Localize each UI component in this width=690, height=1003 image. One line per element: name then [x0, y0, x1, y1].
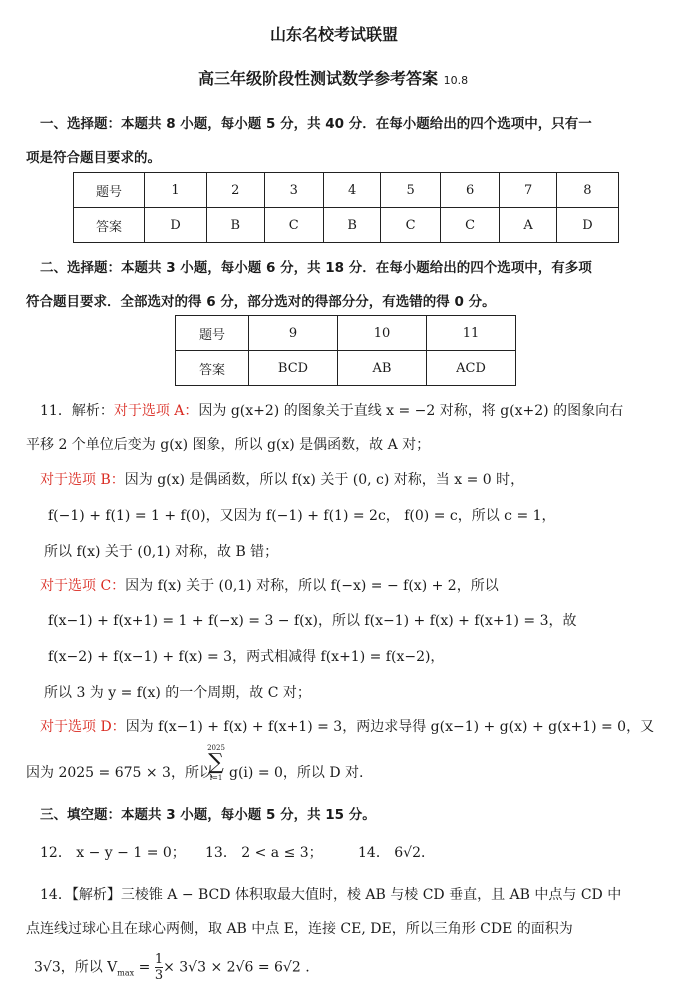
answer-12: 12． x − y − 1 = 0； — [40, 845, 186, 861]
table-row — [176, 316, 516, 351]
table-cell-label: 题号 — [176, 316, 249, 351]
fraction-numerator: 1 — [154, 952, 164, 967]
sum-upper: 2025 — [207, 744, 225, 752]
table-row — [74, 208, 619, 243]
q14-vmax-sub: max — [117, 968, 135, 978]
section1-line1: 一、选择题：本题共 8 小题，每小题 5 分，共 40 分．在每小题给出的四个选项中，只有一 — [40, 116, 592, 132]
table-cell: B — [207, 208, 264, 243]
q14-line3-start: 3√3，所以 V — [34, 959, 118, 976]
table-row — [74, 173, 619, 208]
answer-table-2 — [175, 315, 516, 386]
table-cell: C — [264, 208, 324, 243]
table-cell: 5 — [381, 173, 441, 208]
section2-line2: 符合题目要求．全部选对的得 6 分，部分选对的得部分分，有选错的得 0 分。 — [26, 294, 496, 310]
q11-line-d1 — [40, 716, 654, 736]
q11-line-d2a: 因为 2025 = 675 × 3，所以 — [26, 765, 213, 781]
table-cell: AB — [338, 351, 427, 386]
table-cell: 9 — [249, 316, 338, 351]
q11-option-c-label: 对于选项 C： — [40, 578, 126, 594]
q14-equals: = — [134, 959, 155, 976]
summation — [206, 744, 226, 782]
section2-line1: 二、选择题：本题共 3 小题，每小题 6 分，共 18 分．在每小题给出的四个选项中，有多项 — [40, 260, 592, 276]
table-cell-label: 答案 — [74, 208, 145, 243]
table-cell: D — [556, 208, 618, 243]
table-cell-label: 答案 — [176, 351, 249, 386]
fraction-denominator: 3 — [154, 968, 164, 983]
table-cell: D — [145, 208, 207, 243]
date-label: 10.8 — [443, 74, 469, 87]
sum-symbol: ∑ — [208, 750, 224, 775]
q11-option-b-text: 因为 g(x) 是偶函数，所以 f(x) 关于 (0, c) 对称，当 x = 0 时， — [124, 472, 525, 488]
table-cell: A — [500, 208, 556, 243]
q14-line2: 点连线过球心且在球心两侧，取 AB 中点 E，连接 CE, DE，所以三角形 CDE 的面积为 — [26, 921, 573, 937]
table-cell: BCD — [249, 351, 338, 386]
fraction — [155, 952, 163, 983]
section1-line2: 项是符合题目要求的。 — [26, 150, 161, 166]
page-title-text: 高三年级阶段性测试数学参考答案 — [198, 69, 439, 88]
q11-line-a2: 平移 2 个单位后变为 g(x) 图象，所以 g(x) 是偶函数，故 A 对； — [26, 437, 431, 453]
table-cell: B — [324, 208, 381, 243]
table-cell: 1 — [145, 173, 207, 208]
q11-option-d-text: 因为 f(x−1) + f(x) + f(x+1) = 3，两边求导得 g(x−1) + g(x) + g(x+1) = 0，又 — [125, 719, 655, 735]
table-cell: 3 — [264, 173, 324, 208]
org-title: 山东名校考试联盟 — [270, 25, 399, 44]
table-cell: 7 — [500, 173, 556, 208]
q11-line-c4: 所以 3 为 y = f(x) 的一个周期，故 C 对； — [44, 685, 311, 701]
table-cell: 2 — [207, 173, 264, 208]
q11-line-b1 — [40, 469, 524, 489]
q14-line3 — [34, 952, 310, 983]
q11-option-a-label: 对于选项 A： — [113, 403, 199, 419]
page-title — [198, 66, 468, 89]
answer-table-1 — [73, 172, 619, 243]
q11-prefix: 11．解析： — [40, 403, 114, 419]
q11-option-a-text: 因为 g(x+2) 的图象关于直线 x = −2 对称，将 g(x+2) 的图象向右 — [198, 403, 624, 419]
q14-line3-end: × 3√3 × 2√6 = 6√2 . — [163, 959, 310, 976]
answer-13: 13． 2 < a ≤ 3； — [205, 845, 323, 861]
table-cell: C — [440, 208, 500, 243]
q11-option-d-label: 对于选项 D： — [40, 719, 126, 735]
table-cell: ACD — [427, 351, 516, 386]
table-row — [176, 351, 516, 386]
table-cell: 6 — [440, 173, 500, 208]
table-cell: 11 — [427, 316, 516, 351]
q11-option-b-label: 对于选项 B： — [40, 472, 125, 488]
table-cell: 8 — [556, 173, 618, 208]
q11-option-c-text: 因为 f(x) 关于 (0,1) 对称，所以 f(−x) = − f(x) + 2，所以 — [125, 578, 499, 594]
q11-line-c2: f(x−1) + f(x+1) = 1 + f(−x) = 3 − f(x)，所以 f(x−1) + f(x) + f(x+1) = 3，故 — [48, 613, 577, 629]
sum-lower: i=1 — [209, 774, 223, 782]
q11-line-a1 — [40, 400, 623, 420]
answer-14: 14． 6√2． — [358, 845, 435, 861]
table-cell: 4 — [324, 173, 381, 208]
table-cell-label: 题号 — [74, 173, 145, 208]
q11-line-c1 — [40, 575, 499, 595]
table-cell: C — [381, 208, 441, 243]
q11-line-b2: f(−1) + f(1) = 1 + f(0)，又因为 f(−1) + f(1) = 2c， f(0) = c，所以 c = 1， — [48, 508, 556, 524]
table-cell: 10 — [338, 316, 427, 351]
q14-line1: 14．【解析】三棱锥 A − BCD 体积取最大值时，棱 AB 与棱 CD 垂直，且 AB 中点与 CD 中 — [40, 887, 622, 903]
q11-line-b3: 所以 f(x) 关于 (0,1) 对称，故 B 错； — [44, 544, 279, 560]
q11-line-d2b: g(i) = 0，所以 D 对. — [229, 765, 364, 781]
q11-line-c3: f(x−2) + f(x−1) + f(x) = 3，两式相减得 f(x+1) = f(x−2)， — [48, 649, 445, 665]
section3-heading: 三、填空题：本题共 3 小题，每小题 5 分，共 15 分。 — [40, 807, 376, 823]
